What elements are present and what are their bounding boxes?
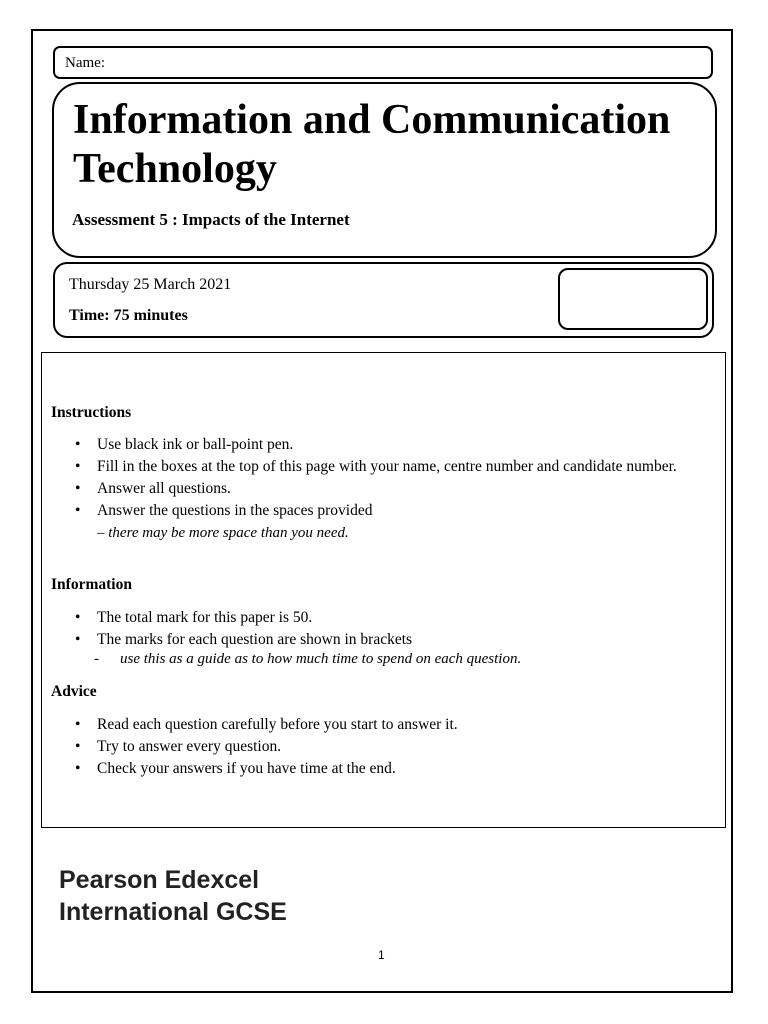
- document-title: Information and Communication Technology: [73, 97, 671, 192]
- list-item: • The marks for each question are shown in brackets: [75, 631, 413, 648]
- logo-line-1: Pearson Edexcel: [59, 866, 260, 894]
- exam-date: Thursday 25 March 2021: [69, 276, 232, 293]
- list-item: • Answer all questions.: [75, 480, 231, 497]
- instructions-list: [72, 434, 712, 544]
- information-note: - use this as a guide as to how much time to spend on each question.: [94, 651, 522, 667]
- title-box: [52, 82, 717, 258]
- list-item: • Try to answer every question.: [75, 738, 282, 755]
- date-box: [53, 262, 714, 338]
- assessment-subtitle: Assessment 5 : Impacts of the Internet: [72, 210, 350, 229]
- list-item: • Check your answers if you have time at the end.: [75, 760, 396, 777]
- list-item: • Answer the questions in the spaces provided: [75, 502, 373, 519]
- list-item: • Read each question carefully before you start to answer it.: [75, 716, 458, 733]
- logo-line-2: International GCSE: [59, 898, 287, 926]
- instructions-heading: Instructions: [51, 404, 132, 421]
- list-item: • Use black ink or ball-point pen.: [75, 436, 294, 453]
- page-number: 1: [378, 948, 385, 962]
- information-list: [72, 607, 712, 651]
- name-label: Name:: [65, 55, 105, 71]
- advice-heading: Advice: [51, 683, 97, 700]
- information-heading: Information: [51, 576, 132, 593]
- advice-list: [72, 714, 712, 780]
- instructions-panel: [41, 352, 726, 828]
- name-field[interactable]: [53, 46, 713, 79]
- pearson-edexcel-logo: [59, 864, 287, 928]
- exam-time: Time: 75 minutes: [69, 307, 188, 324]
- candidate-number-box[interactable]: [558, 268, 708, 330]
- list-item: • Fill in the boxes at the top of this page with your name, centre number and candidate number.: [75, 458, 677, 475]
- list-item-note: – there may be more space than you need.: [97, 525, 349, 541]
- list-item: • The total mark for this paper is 50.: [75, 609, 313, 626]
